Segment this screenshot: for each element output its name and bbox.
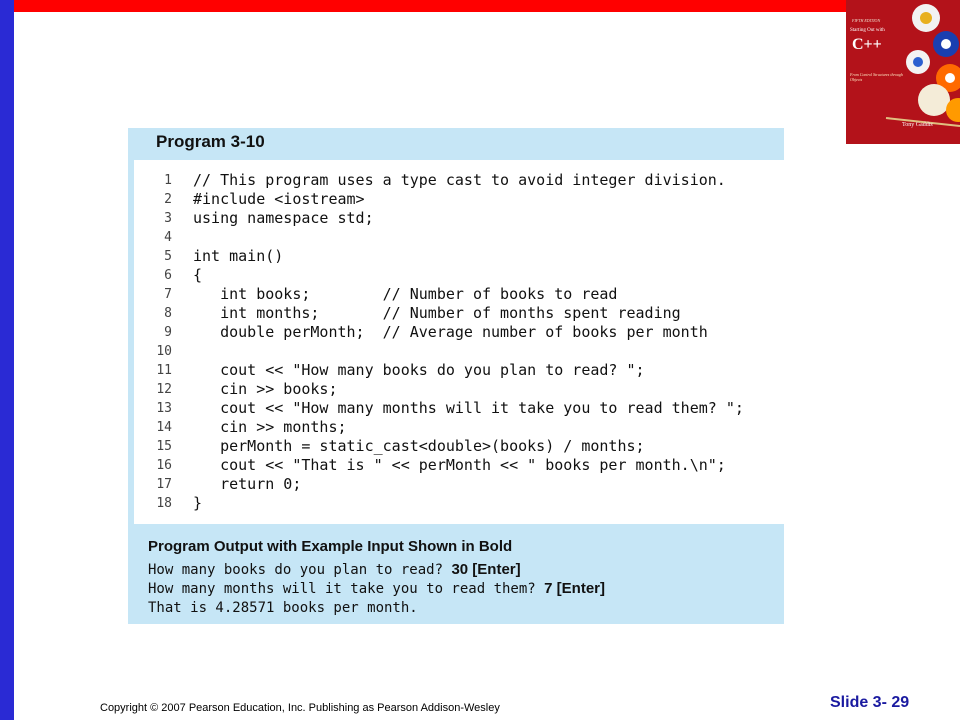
line-number: 7 — [164, 287, 172, 302]
output-line — [148, 599, 418, 619]
line-number: 17 — [156, 477, 172, 492]
code-text: cin >> books; — [193, 380, 338, 398]
slide-number: Slide 3- 29 — [830, 694, 910, 711]
line-number: 14 — [156, 420, 172, 435]
code-line — [146, 190, 776, 209]
code-text: perMonth = static_cast<double>(books) / months; — [193, 437, 645, 455]
output-text: How many books do you plan to read? — [148, 562, 452, 578]
line-number: 9 — [164, 325, 172, 340]
book-cover-image — [846, 0, 960, 144]
output-line — [148, 561, 521, 581]
copyright-notice: Copyright © 2007 Pearson Education, Inc. Publishing as Pearson Addison-Wesley — [100, 702, 500, 714]
code-text: return 0; — [193, 475, 302, 493]
code-line — [146, 418, 776, 437]
line-number: 1 — [164, 173, 172, 188]
line-number: 5 — [164, 249, 172, 264]
code-line — [146, 342, 776, 361]
cover-author: Tony Gaddis — [902, 122, 933, 128]
output-input: 7 [Enter] — [544, 580, 605, 597]
line-number: 6 — [164, 268, 172, 283]
code-text: cout << "How many books do you plan to read? "; — [193, 361, 645, 379]
code-text: cin >> months; — [193, 418, 347, 436]
line-number: 13 — [156, 401, 172, 416]
output-title: Program Output with Example Input Shown in Bold — [148, 538, 513, 555]
code-line — [146, 380, 776, 399]
code-line — [146, 209, 776, 228]
code-line — [146, 266, 776, 285]
output-text: That is 4.28571 books per month. — [148, 600, 418, 616]
line-number: 16 — [156, 458, 172, 473]
output-line — [148, 580, 605, 600]
code-line — [146, 361, 776, 380]
line-number: 15 — [156, 439, 172, 454]
code-text: int main() — [193, 247, 284, 265]
code-line — [146, 399, 776, 418]
code-line — [146, 228, 776, 247]
code-text: int months; // Number of months spent reading — [193, 304, 681, 322]
line-number: 11 — [156, 363, 172, 378]
code-line — [146, 323, 776, 342]
line-number: 8 — [164, 306, 172, 321]
line-number: 2 — [164, 192, 172, 207]
output-text: How many months will it take you to read them? — [148, 581, 545, 597]
code-text: int books; // Number of books to read — [193, 285, 618, 303]
code-line — [146, 456, 776, 475]
line-number: 3 — [164, 211, 172, 226]
cover-title-language: C++ — [852, 36, 882, 53]
code-text: #include <iostream> — [193, 190, 365, 208]
code-text: using namespace std; — [193, 209, 374, 227]
code-line — [146, 475, 776, 494]
code-text: // This program uses a type cast to avoid integer division. — [193, 171, 726, 189]
code-text: } — [193, 494, 203, 512]
code-line — [146, 304, 776, 323]
cover-subtitle: From Control Structures through Objects — [850, 72, 903, 82]
cover-title-line: Starting Out with — [850, 28, 885, 33]
code-line — [146, 494, 776, 513]
line-number: 10 — [156, 344, 172, 359]
line-number: 18 — [156, 496, 172, 511]
program-listing-box — [128, 128, 784, 624]
output-input: 30 [Enter] — [451, 561, 521, 578]
cover-edition: FIFTH EDITION — [852, 18, 881, 23]
left-blue-bar — [0, 0, 14, 720]
code-text: cout << "That is " << perMonth << " books per month.\n"; — [193, 456, 726, 474]
line-number: 12 — [156, 382, 172, 397]
code-line — [146, 285, 776, 304]
code-line — [146, 247, 776, 266]
code-text: cout << "How many months will it take you to read them? "; — [193, 399, 744, 417]
line-number: 4 — [164, 230, 172, 245]
code-text: { — [193, 266, 203, 284]
code-line — [146, 171, 776, 190]
code-line — [146, 437, 776, 456]
top-red-bar — [0, 0, 960, 12]
code-text: double perMonth; // Average number of books per month — [193, 323, 708, 341]
program-title: Program 3-10 — [156, 132, 265, 151]
